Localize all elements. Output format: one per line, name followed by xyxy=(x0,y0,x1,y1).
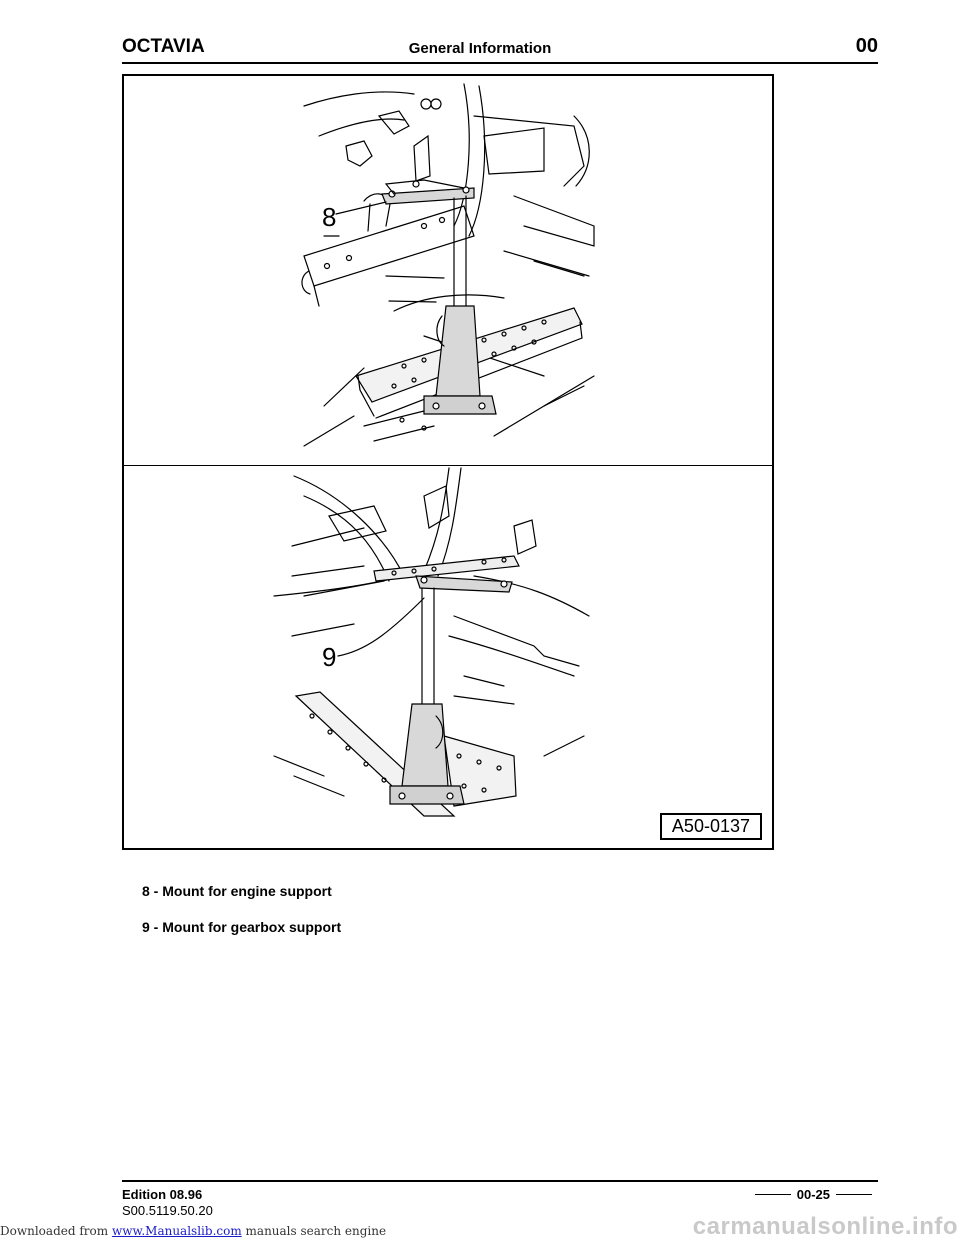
footer-page-number xyxy=(749,1187,878,1202)
download-suffix: manuals search engine xyxy=(245,1224,387,1238)
figure-drawing xyxy=(124,76,772,848)
watermark: carmanualsonline.info xyxy=(692,1213,958,1240)
callout-8-label: 8 xyxy=(322,202,337,232)
legend-item-gearbox-support: 9 - Mount for gearbox support xyxy=(142,919,342,935)
header-model: OCTAVIA xyxy=(122,36,205,57)
footer-rule xyxy=(122,1180,878,1182)
download-bar xyxy=(0,1224,386,1238)
footer-document-code: S00.5119.50.20 xyxy=(122,1203,213,1218)
header-section-title: General Information xyxy=(408,40,552,57)
header-rule xyxy=(122,62,878,64)
page-dash-left xyxy=(755,1194,791,1195)
figure-panel-divider xyxy=(124,465,772,466)
support-mount-figure xyxy=(122,74,774,850)
figure-reference-code: A50-0137 xyxy=(660,813,762,840)
page-number-text: 00-25 xyxy=(796,1187,830,1202)
legend-item-engine-support: 8 - Mount for engine support xyxy=(142,883,332,899)
footer-edition: Edition 08.96 xyxy=(122,1187,203,1202)
page-dash-right xyxy=(836,1194,872,1195)
download-prefix: Downloaded from xyxy=(0,1224,109,1238)
header-chapter-code: 00 xyxy=(855,35,878,57)
callout-9-label: 9 xyxy=(322,642,337,672)
manualslib-link[interactable]: www.Manualslib.com xyxy=(111,1224,242,1238)
